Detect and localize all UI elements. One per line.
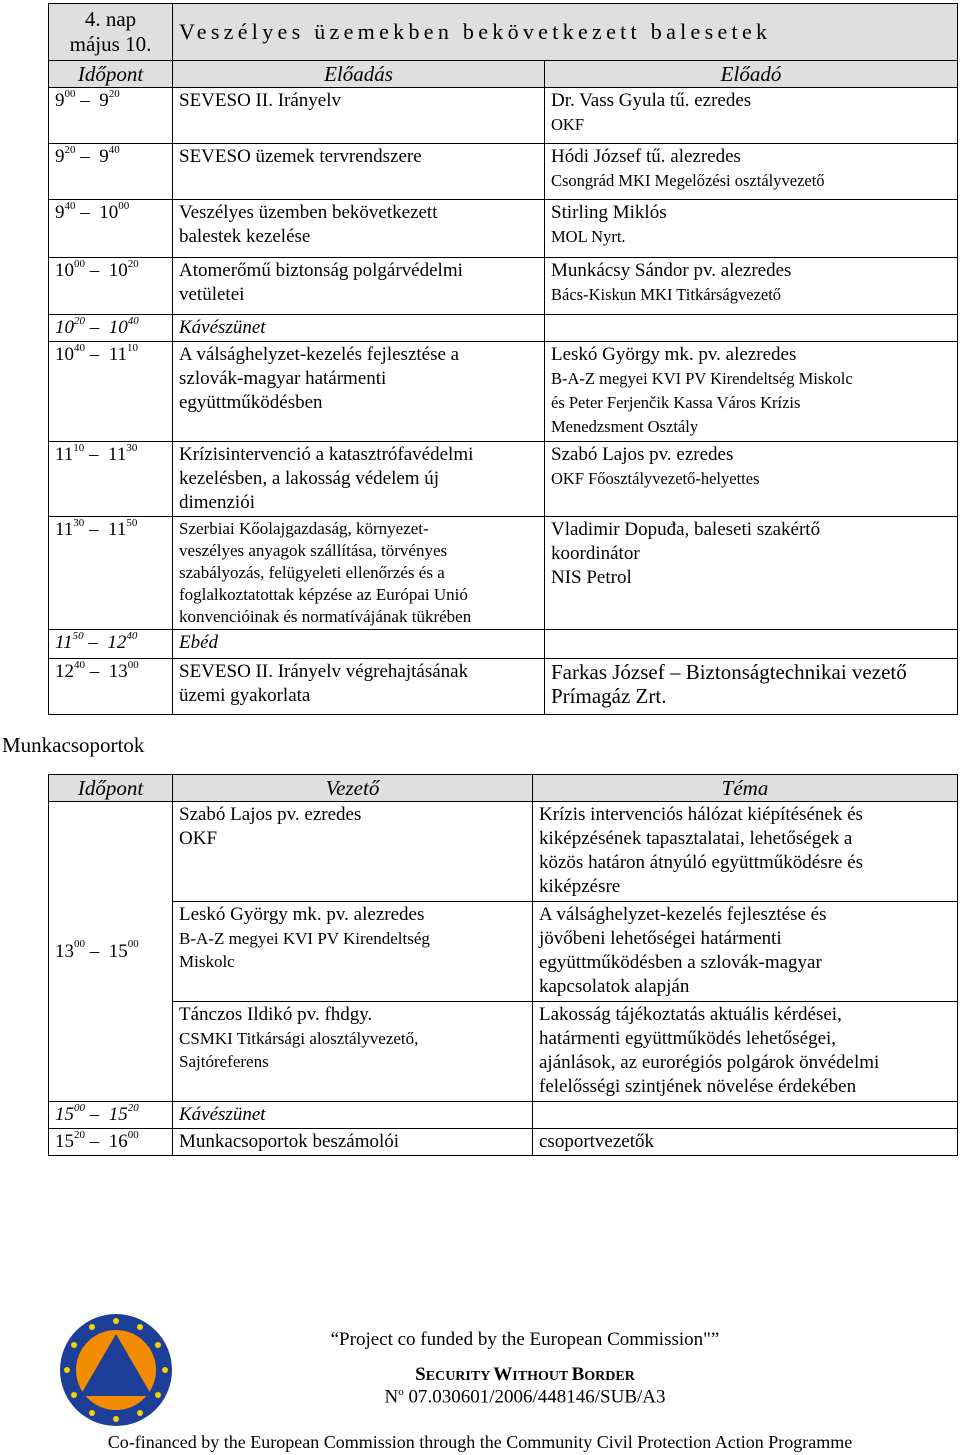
speaker-cell	[545, 200, 958, 258]
time-cell: $11^{30} - 11^{50}$	[49, 517, 173, 630]
program-row	[49, 258, 958, 315]
time-minute: 00	[74, 257, 85, 270]
speaker-affiliation: B-A-Z megyei KVI PV Kirendeltség Miskolc	[551, 369, 853, 388]
topic-text: kiképzésre	[539, 876, 621, 897]
time-minute: 30	[73, 516, 85, 529]
speaker-name: Vladimir Dopuđa, baleseti szakértő	[551, 519, 821, 540]
talk-cell	[173, 342, 545, 442]
time-minute: 30	[126, 441, 138, 454]
workgroup-row	[49, 1002, 958, 1102]
leader-name: Szabó Lajos pv. ezredes	[179, 804, 362, 825]
time-hour: 11	[55, 444, 74, 465]
talk-title: veszélyes anyagok szállítása, törvényes	[179, 541, 448, 560]
talk-title: SEVESO üzemek tervrendszere	[179, 146, 422, 167]
time-minute: 40	[74, 658, 85, 671]
speaker-cell	[545, 630, 958, 659]
leader-cell: Munkacsoportok beszámolói	[173, 1129, 533, 1156]
speaker-cell	[545, 442, 958, 517]
speaker-name: Leskó György mk. pv. alezredes	[551, 344, 797, 365]
day-row	[49, 4, 958, 61]
speaker-affiliation: MOL Nyrt.	[551, 227, 626, 246]
speaker-name: Munkácsy Sándor pv. alezredes	[551, 260, 792, 281]
speaker-name: Hódi József tű. alezredes	[551, 146, 741, 167]
time-hour: 12	[107, 632, 127, 653]
topic-cell: csoportvezetők	[533, 1129, 958, 1156]
time-cell: $15^{00} - 15^{20}$	[49, 1102, 173, 1129]
talk-title: Szerbiai Kőolajgazdaság, környezet-	[179, 519, 429, 538]
time-hour: 16	[108, 1131, 128, 1152]
time-hour: 11	[108, 344, 128, 365]
time-hour: 9	[99, 90, 109, 111]
talk-title: SEVESO II. Irányelv	[179, 90, 341, 111]
speaker-name: Prímagáz Zrt.	[551, 684, 667, 708]
time-hour: 13	[108, 661, 128, 682]
speaker-name: koordinátor	[551, 543, 640, 564]
topic-text: A válsághelyzet-kezelés fejlesztése és	[539, 904, 827, 925]
talk-title: vetületei	[179, 284, 245, 305]
header-speaker: Előadó	[545, 61, 958, 88]
speaker-cell	[545, 517, 958, 630]
day-text: május 10.	[69, 32, 152, 56]
talk-cell	[173, 258, 545, 315]
time-cell: $10^{40} - 11^{10}$	[49, 342, 173, 442]
topic-text: kapcsolatok alapján	[539, 976, 690, 997]
topic-text: kiképzésének tapasztalatai, lehetőségek a	[539, 828, 853, 849]
time-hour: 13	[55, 940, 74, 962]
time-hour: 10	[99, 202, 119, 223]
project-number: $N^o$ 07.030601/2006/448146/SUB/A3	[384, 1386, 666, 1408]
time-cell: $15^{20} - 16^{00}$	[49, 1129, 173, 1156]
workgroups-label: Munkacsoportok	[2, 733, 145, 757]
talk-cell	[173, 200, 545, 258]
speaker-cell	[545, 342, 958, 442]
time-hour: 15	[55, 1104, 74, 1125]
speaker-affiliation: Csongrád MKI Megelőzési osztályvezető	[551, 171, 825, 190]
time-hour: 10	[55, 260, 74, 281]
time-hour: 11	[55, 519, 74, 540]
time-hour: 11	[55, 632, 73, 653]
talk-cell	[173, 144, 545, 200]
program-row	[49, 517, 958, 630]
leader-affiliation: B-A-Z megyei KVI PV Kirendeltség	[179, 929, 430, 948]
speaker-name: Farkas József – Biztonságtechnikai vezető	[551, 660, 907, 684]
time-minute: 10	[73, 441, 85, 454]
header-row	[49, 61, 958, 88]
leader-affiliation: Sajtóreferens	[179, 1052, 269, 1071]
speaker-cell	[545, 659, 958, 715]
speaker-cell	[545, 88, 958, 144]
header-topic: Téma	[533, 775, 958, 802]
header-row	[49, 775, 958, 802]
time-minute: 20	[108, 87, 120, 100]
time-hour: 12	[55, 661, 74, 682]
program-row	[49, 659, 958, 715]
program-row	[49, 315, 958, 342]
time-cell: $10^{20} - 10^{40}$	[49, 315, 173, 342]
time-hour: 9	[55, 202, 65, 223]
time-minute: 20	[64, 143, 76, 156]
speaker-cell	[545, 144, 958, 200]
time-cell: $9^{20} - 9^{40}$	[49, 144, 173, 200]
talk-title: konvencióinak és normatívájának tükrében	[179, 607, 472, 626]
topic-cell	[533, 1002, 958, 1102]
program-row	[49, 200, 958, 258]
time-minute: 40	[127, 314, 139, 327]
time-hour: 9	[55, 90, 65, 111]
topic-cell	[533, 1102, 958, 1129]
time-cell: $10^{00} - 10^{20}$	[49, 258, 173, 315]
talk-title: Atomerőmű biztonság polgárvédelmi	[179, 260, 463, 281]
speaker-affiliation: OKF	[551, 115, 585, 134]
time-cell: $11^{50} - 12^{40}$	[49, 630, 173, 659]
program-row	[49, 88, 958, 144]
project-name: SECURITY WITHOUT BORDER	[415, 1364, 635, 1385]
workgroup-extra-row	[49, 1102, 958, 1129]
workgroup-row	[49, 902, 958, 1002]
time-cell: $11^{10} - 11^{30}$	[49, 442, 173, 517]
topic-cell	[533, 802, 958, 902]
talk-title: balestek kezelése	[179, 226, 311, 247]
time-hour: 11	[108, 444, 127, 465]
talk-cell	[173, 442, 545, 517]
time-minute: 20	[74, 314, 85, 327]
header-time: Időpont	[49, 61, 173, 88]
topic-text: jövőbeni lehetőségei határmenti	[539, 928, 782, 949]
topic-text: együttműködésben a szlovák-magyar	[539, 952, 822, 973]
speaker-cell	[545, 258, 958, 315]
topic-cell	[533, 902, 958, 1002]
time-cell: $9^{00} - 9^{20}$	[49, 88, 173, 144]
talk-title: szlovák-magyar határmenti	[179, 368, 387, 389]
topic-text: Krízis intervenciós hálózat kiépítésének és	[539, 804, 863, 825]
time-minute: 20	[74, 1128, 85, 1141]
time-hour: 9	[55, 146, 65, 167]
time-minute: 10	[127, 341, 139, 354]
talk-title: szabályozás, felügyeleti ellenőrzés és a	[179, 563, 445, 582]
workgroup-extra-row	[49, 1129, 958, 1156]
header-time: Időpont	[49, 775, 173, 802]
time-minute: 00	[127, 938, 139, 951]
day-title: Veszélyes üzemekben bekövetkezett balesetek	[173, 4, 958, 61]
talk-cell	[173, 630, 545, 659]
topic-text: határmenti együttműködés lehetőségei,	[539, 1028, 837, 1049]
time-hour: 15	[108, 1104, 128, 1125]
leader-cell	[173, 902, 533, 1002]
speaker-affiliation: Bács-Kiskun MKI Titkárságvezető	[551, 285, 782, 304]
speaker-name: Szabó Lajos pv. ezredes	[551, 444, 734, 465]
time-minute: 50	[72, 629, 84, 642]
speaker-name: Dr. Vass Gyula tű. ezredes	[551, 90, 752, 111]
time-minute: 00	[127, 1128, 139, 1141]
topic-text: Lakosság tájékoztatás aktuális kérdései,	[539, 1004, 842, 1025]
talk-title: SEVESO II. Irányelv végrehajtásának	[179, 661, 469, 682]
time-minute: 00	[127, 658, 139, 671]
topic-text: ajánlások, az eurorégiós polgárok önvédelmi	[539, 1052, 880, 1073]
time-minute: 50	[126, 516, 138, 529]
time-hour: 10	[108, 260, 128, 281]
talk-title: A válsághelyzet-kezelés fejlesztése a	[179, 344, 460, 365]
time-hour: 10	[55, 317, 74, 338]
program-row	[49, 342, 958, 442]
speaker-cell	[545, 315, 958, 342]
leader-cell	[173, 1002, 533, 1102]
day-cell	[49, 4, 173, 61]
time-minute: 00	[64, 87, 76, 100]
time-minute: 40	[74, 341, 85, 354]
talk-title: kezelésben, a lakosság védelem új	[179, 468, 440, 489]
time-cell: $13^{00} - 15^{00}$	[49, 802, 173, 1102]
time-minute: 00	[74, 1101, 85, 1114]
header-talk: Előadás	[173, 61, 545, 88]
leader-cell: Kávészünet	[173, 1102, 533, 1129]
talk-cell	[173, 517, 545, 630]
program-table	[48, 3, 958, 715]
leader-name: OKF	[179, 828, 218, 849]
program-row	[49, 442, 958, 517]
speaker-affiliation: és Peter Ferjenčik Kassa Város Krízis	[551, 393, 801, 412]
speaker-affiliation: OKF Főosztályvezető-helyettes	[551, 469, 760, 488]
speaker-name: Stirling Miklós	[551, 202, 667, 223]
time-minute: 00	[118, 199, 130, 212]
project-line: “Project co funded by the European Commission"”	[330, 1329, 720, 1350]
talk-title: dimenziói	[179, 492, 255, 513]
talk-title: Veszélyes üzemben bekövetkezett	[179, 202, 438, 223]
time-minute: 40	[108, 143, 120, 156]
time-minute: 40	[126, 629, 138, 642]
talk-cell	[173, 315, 545, 342]
workgroups-table	[48, 774, 958, 1156]
topic-text: közös határon átnyúló együttműködésre és	[539, 852, 863, 873]
time-hour: 10	[55, 344, 74, 365]
header-leader: Vezető	[173, 775, 533, 802]
talk-title: Ebéd	[179, 632, 219, 653]
time-hour: 15	[108, 940, 128, 962]
talk-title: Kávészünet	[179, 317, 266, 338]
time-hour: 15	[55, 1131, 74, 1152]
talk-title: Krízisintervenció a katasztrófavédelmi	[179, 444, 474, 465]
day-text: 4. nap	[84, 7, 137, 31]
time-cell: $12^{40} - 13^{00}$	[49, 659, 173, 715]
program-row	[49, 630, 958, 659]
leader-name: Leskó György mk. pv. alezredes	[179, 904, 425, 925]
leader-affiliation: Miskolc	[179, 952, 235, 971]
time-minute: 40	[64, 199, 76, 212]
speaker-name: NIS Petrol	[551, 567, 632, 588]
time-minute: 00	[74, 938, 85, 951]
talk-title: együttműködésben	[179, 392, 323, 413]
cofinanced-note: Co-financed by the European Commission through the Community Civil Protection Action Programme	[107, 1432, 853, 1452]
leader-cell	[173, 802, 533, 902]
time-hour: 11	[108, 519, 127, 540]
workgroup-row	[49, 802, 958, 902]
talk-cell	[173, 659, 545, 715]
talk-cell	[173, 88, 545, 144]
time-hour: 9	[99, 146, 109, 167]
time-cell: $9^{40} - 10^{00}$	[49, 200, 173, 258]
topic-text: felelősségi szintjének növelése érdekében	[539, 1076, 857, 1097]
talk-title: üzemi gyakorlata	[179, 685, 311, 706]
time-hour: 10	[108, 317, 128, 338]
talk-title: foglalkoztatottak képzése az Európai Unió	[179, 585, 468, 604]
program-row	[49, 144, 958, 200]
time-minute: 20	[127, 1101, 139, 1114]
leader-affiliation: CSMKI Titkársági alosztályvezető,	[179, 1029, 419, 1048]
leader-name: Tánczos Ildikó pv. fhdgy.	[179, 1004, 373, 1025]
speaker-affiliation: Menedzsment Osztály	[551, 417, 699, 436]
time-minute: 20	[127, 257, 139, 270]
